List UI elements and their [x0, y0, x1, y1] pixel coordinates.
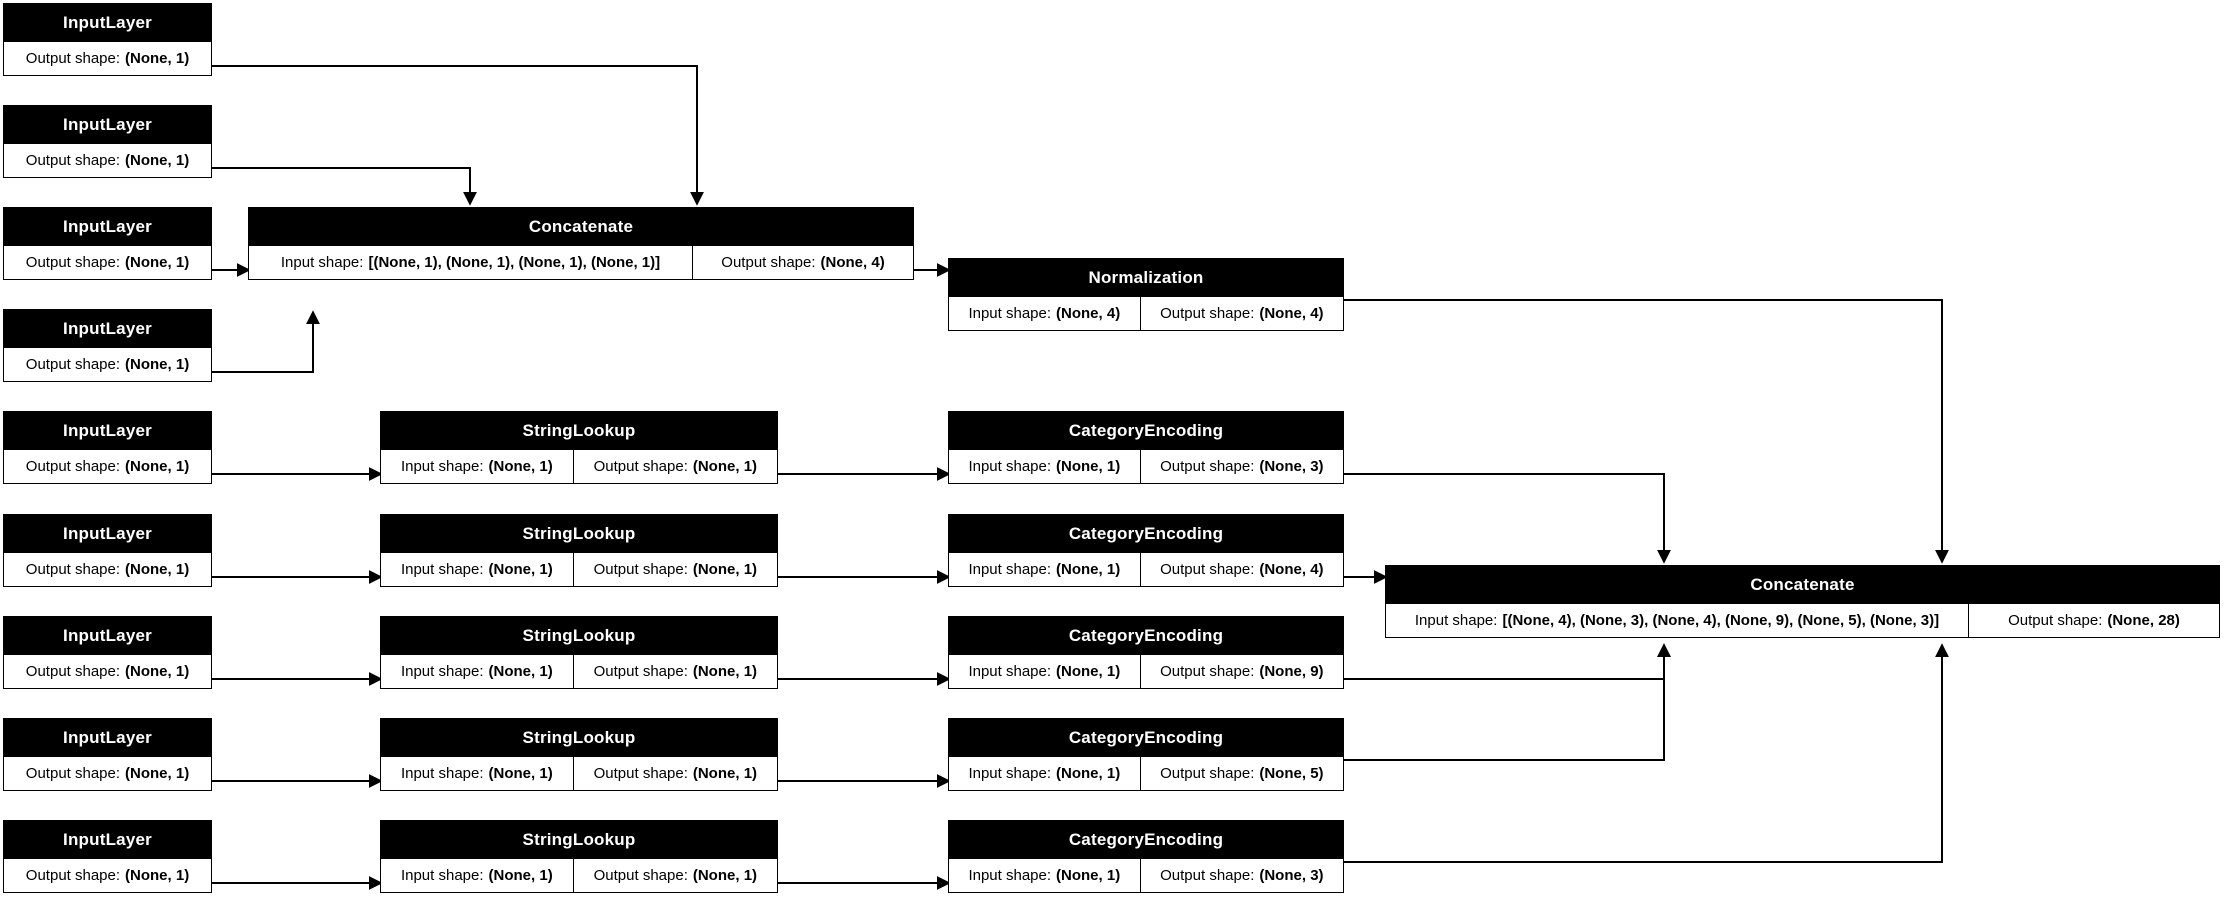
node-inputlayer-7[interactable] [3, 616, 212, 689]
cell-label: Output shape: [593, 458, 688, 476]
node-output-shape [1140, 553, 1343, 586]
node-input-shape [949, 757, 1140, 790]
node-inputlayer-6[interactable] [3, 514, 212, 587]
cell-label: Output shape: [1160, 561, 1255, 579]
cell-value: (None, 1) [692, 458, 758, 476]
cell-label: Input shape: [400, 867, 484, 885]
node-title: InputLayer [4, 617, 211, 655]
cell-label: Input shape: [400, 663, 484, 681]
node-stringlookup-1[interactable] [380, 411, 778, 484]
node-title: Normalization [949, 259, 1343, 297]
node-output-shape [573, 757, 777, 790]
cell-label: Output shape: [25, 152, 121, 170]
node-body [1386, 604, 2219, 637]
node-body [4, 450, 211, 483]
node-output-shape [4, 859, 211, 892]
node-input-shape [381, 553, 573, 586]
node-body [381, 859, 777, 892]
node-stringlookup-4[interactable] [380, 718, 778, 791]
node-title: CategoryEncoding [949, 719, 1343, 757]
cell-value: (None, 1) [488, 867, 553, 885]
cell-value: (None, 1) [125, 254, 190, 272]
node-title: InputLayer [4, 4, 211, 42]
cell-label: Output shape: [25, 867, 121, 885]
node-body [381, 757, 777, 790]
node-title: Concatenate [249, 208, 913, 246]
cell-label: Input shape: [968, 867, 1052, 885]
node-body [249, 246, 913, 279]
node-output-shape [4, 757, 211, 790]
node-categoryencoding-4[interactable] [948, 718, 1344, 791]
node-title: InputLayer [4, 515, 211, 553]
node-title: StringLookup [381, 821, 777, 859]
cell-label: Input shape: [400, 458, 484, 476]
cell-value: (None, 1) [692, 561, 758, 579]
node-title: InputLayer [4, 719, 211, 757]
node-title: InputLayer [4, 208, 211, 246]
cell-label: Output shape: [25, 663, 121, 681]
cell-label: Output shape: [593, 765, 688, 783]
node-output-shape [1140, 297, 1343, 330]
cell-label: Input shape: [400, 561, 484, 579]
cell-value: (None, 1) [692, 765, 758, 783]
node-body [4, 757, 211, 790]
node-output-shape [4, 246, 211, 279]
cell-label: Output shape: [25, 765, 121, 783]
node-input-shape [249, 246, 692, 279]
node-stringlookup-3[interactable] [380, 616, 778, 689]
node-output-shape [4, 655, 211, 688]
cell-label: Output shape: [721, 254, 816, 272]
node-output-shape [573, 655, 777, 688]
node-input-shape [1386, 604, 1968, 637]
cell-value: (None, 1) [488, 561, 553, 579]
node-body [381, 450, 777, 483]
cell-label: Output shape: [593, 867, 688, 885]
cell-label: Input shape: [1414, 612, 1498, 630]
node-categoryencoding-5[interactable] [948, 820, 1344, 893]
cell-value: (None, 4) [1056, 305, 1121, 323]
node-inputlayer-4[interactable] [3, 309, 212, 382]
node-output-shape [1968, 604, 2219, 637]
node-concatenate-numeric[interactable] [248, 207, 914, 280]
cell-label: Output shape: [25, 458, 121, 476]
node-body [381, 553, 777, 586]
node-output-shape [1140, 757, 1343, 790]
node-inputlayer-3[interactable] [3, 207, 212, 280]
node-input-shape [381, 450, 573, 483]
node-body [381, 655, 777, 688]
cell-label: Output shape: [2008, 612, 2103, 630]
node-input-shape [949, 553, 1140, 586]
node-body [949, 757, 1343, 790]
cell-value: (None, 4) [1259, 561, 1324, 579]
cell-value: (None, 9) [1259, 663, 1324, 681]
node-title: InputLayer [4, 821, 211, 859]
cell-value: (None, 1) [692, 663, 758, 681]
cell-value: (None, 1) [1056, 765, 1121, 783]
node-inputlayer-5[interactable] [3, 411, 212, 484]
node-categoryencoding-2[interactable] [948, 514, 1344, 587]
cell-label: Output shape: [25, 356, 121, 374]
cell-label: Input shape: [968, 458, 1052, 476]
cell-value: (None, 1) [125, 50, 190, 68]
cell-value: (None, 1) [125, 152, 190, 170]
cell-value: (None, 1) [125, 765, 190, 783]
node-output-shape [4, 42, 211, 75]
cell-label: Output shape: [1160, 765, 1255, 783]
cell-value: (None, 1) [1056, 458, 1121, 476]
node-output-shape [4, 450, 211, 483]
node-body [949, 553, 1343, 586]
cell-label: Output shape: [593, 561, 688, 579]
node-output-shape [1140, 859, 1343, 892]
cell-label: Output shape: [25, 561, 121, 579]
node-output-shape [573, 450, 777, 483]
node-title: InputLayer [4, 310, 211, 348]
cell-value: (None, 1) [125, 867, 190, 885]
node-input-shape [949, 859, 1140, 892]
node-inputlayer-1[interactable] [3, 3, 212, 76]
cell-value: (None, 1) [488, 663, 553, 681]
cell-label: Input shape: [968, 765, 1052, 783]
cell-value: (None, 1) [1056, 663, 1121, 681]
node-output-shape [573, 859, 777, 892]
node-title: InputLayer [4, 412, 211, 450]
node-body [949, 297, 1343, 330]
node-stringlookup-2[interactable] [380, 514, 778, 587]
node-concatenate-all[interactable] [1385, 565, 2220, 638]
cell-label: Output shape: [1160, 663, 1255, 681]
node-normalization[interactable] [948, 258, 1344, 331]
node-input-shape [949, 655, 1140, 688]
cell-value: (None, 1) [1056, 561, 1121, 579]
node-input-shape [949, 450, 1140, 483]
node-title: StringLookup [381, 719, 777, 757]
node-title: CategoryEncoding [949, 412, 1343, 450]
cell-value: (None, 1) [488, 458, 553, 476]
node-title: CategoryEncoding [949, 617, 1343, 655]
cell-label: Output shape: [593, 663, 688, 681]
node-body [4, 144, 211, 177]
node-stringlookup-5[interactable] [380, 820, 778, 893]
cell-value: [(None, 1), (None, 1), (None, 1), (None, 1)] [368, 254, 661, 272]
node-output-shape [692, 246, 913, 279]
cell-label: Output shape: [1160, 458, 1255, 476]
node-title: CategoryEncoding [949, 515, 1343, 553]
cell-label: Output shape: [25, 254, 121, 272]
node-body [949, 450, 1343, 483]
node-title: Concatenate [1386, 566, 2219, 604]
cell-value: (None, 1) [125, 458, 190, 476]
cell-value: (None, 4) [1259, 305, 1324, 323]
node-title: CategoryEncoding [949, 821, 1343, 859]
cell-value: (None, 1) [125, 663, 190, 681]
node-title: InputLayer [4, 106, 211, 144]
node-input-shape [949, 297, 1140, 330]
cell-label: Input shape: [968, 663, 1052, 681]
node-output-shape [4, 144, 211, 177]
node-input-shape [381, 757, 573, 790]
node-title: StringLookup [381, 412, 777, 450]
cell-value: (None, 1) [1056, 867, 1121, 885]
cell-value: (None, 1) [125, 561, 190, 579]
node-output-shape [1140, 450, 1343, 483]
cell-label: Input shape: [400, 765, 484, 783]
node-body [4, 859, 211, 892]
node-inputlayer-9[interactable] [3, 820, 212, 893]
cell-value: (None, 1) [125, 356, 190, 374]
cell-value: (None, 28) [2107, 612, 2180, 630]
cell-value: (None, 1) [488, 765, 553, 783]
node-body [4, 553, 211, 586]
cell-value: (None, 3) [1259, 867, 1324, 885]
node-output-shape [4, 553, 211, 586]
cell-label: Input shape: [968, 561, 1052, 579]
node-input-shape [381, 655, 573, 688]
cell-value: (None, 4) [820, 254, 885, 272]
node-body [4, 246, 211, 279]
node-output-shape [1140, 655, 1343, 688]
node-output-shape [573, 553, 777, 586]
cell-value: (None, 5) [1259, 765, 1324, 783]
cell-label: Input shape: [968, 305, 1052, 323]
node-body [949, 655, 1343, 688]
node-body [949, 859, 1343, 892]
node-body [4, 42, 211, 75]
node-title: StringLookup [381, 515, 777, 553]
cell-label: Output shape: [1160, 867, 1255, 885]
node-body [4, 348, 211, 381]
node-categoryencoding-3[interactable] [948, 616, 1344, 689]
cell-value: [(None, 4), (None, 3), (None, 4), (None, 9), (None, 5), (None, 3)] [1502, 612, 1940, 630]
node-categoryencoding-1[interactable] [948, 411, 1344, 484]
cell-value: (None, 1) [692, 867, 758, 885]
cell-label: Output shape: [25, 50, 121, 68]
node-body [4, 655, 211, 688]
node-title: StringLookup [381, 617, 777, 655]
node-inputlayer-2[interactable] [3, 105, 212, 178]
cell-label: Output shape: [1160, 305, 1255, 323]
node-input-shape [381, 859, 573, 892]
cell-label: Input shape: [280, 254, 364, 272]
node-output-shape [4, 348, 211, 381]
node-inputlayer-8[interactable] [3, 718, 212, 791]
cell-value: (None, 3) [1259, 458, 1324, 476]
